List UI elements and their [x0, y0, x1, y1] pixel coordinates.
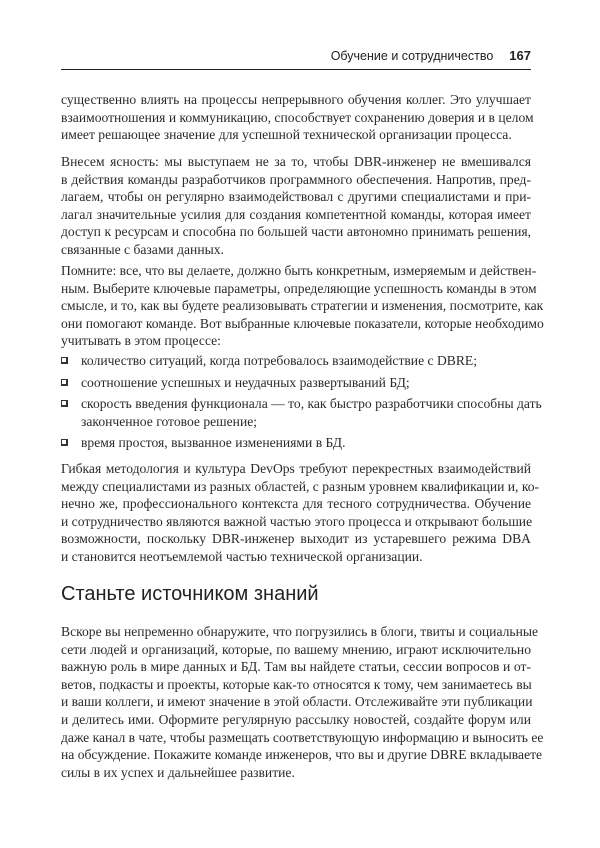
text-line: учитывать в этом процессе: [61, 333, 221, 349]
text-line: важную роль в мире данных и БД. Там вы найдете статьи, сессии вопросов и от- [61, 659, 531, 675]
section-heading: Станьте источником знаний [61, 583, 319, 605]
text-line: имеет решающее значение для успешной технической организации процесса. [61, 127, 512, 143]
list-item-text: скорость введения функционала — то, как быстро разработчики способны дать [81, 396, 542, 411]
paragraph-5 [61, 623, 544, 781]
text-line: ветов, подкасты и проекты, которые как-то относятся к тому, чем занимаетесь вы [61, 676, 532, 692]
header-rule [61, 69, 531, 70]
text-line: существенно влиять на процессы непрерывного обучения коллег. Это улучшает [61, 92, 531, 107]
page-number: 167 [509, 48, 531, 63]
text-line: Помните: все, что вы делаете, должно быть конкретным, измеряемым и действен- [61, 263, 537, 278]
list-item [61, 434, 531, 452]
running-title: Обучение и сотрудничество [330, 49, 494, 63]
text-line: смысле, и то, как вы будете реализовывать стратегии и изменения, посмотрите, как [61, 298, 544, 314]
paragraph-3 [61, 262, 544, 350]
list-item-text: время простоя, вызванное изменениями в БД. [81, 435, 346, 450]
list-item-text: количество ситуаций, когда потребовалось взаимодействие с DBRE; [81, 353, 477, 368]
list-item-text: законченное готовое решение; [81, 413, 258, 429]
running-header [61, 48, 531, 68]
text-line: даже канал в чате, чтобы размещать соответствующую информацию и выносить ее [61, 729, 544, 745]
text-line: и становится неотъемлемой частью технической организации. [61, 548, 423, 564]
checkbox-bullet-icon [61, 357, 68, 364]
text-line: на обсуждение. Покажите команде инженеров, что вы и другие DBRE вкладываете [61, 747, 543, 763]
text-line: в действия команды разработчиков программного обеспечения. Напротив, пред- [61, 171, 531, 187]
text-line: Вскоре вы непременно обнаружите, что погрузились в блоги, твиты и социальные [61, 624, 539, 639]
paragraph-2 [61, 153, 531, 259]
text-line: сети людей и организаций, которые, по вашему мнению, играют исключительно [61, 641, 531, 657]
text-line: возможности, поскольку DBR-инженер выходит из устаревшего режима DBA [61, 531, 531, 547]
text-line: Внесем ясность: мы выступаем не за то, чтобы DBR-инженер не вмешивался [61, 154, 531, 169]
text-line: нечно же, профессионального контекста для тесного сотрудничества. Обучение [61, 496, 531, 512]
paragraph-1 [61, 91, 534, 144]
text-line: и делитесь ими. Оформите регулярную рассылку новостей, создайте форум или [61, 711, 531, 727]
text-line: ным. Выберите ключевые параметры, определяющие успешность команды в этом [61, 280, 537, 296]
text-line: взаимоотношения и коммуникацию, способствует сохранению доверия и в целом [61, 109, 534, 125]
list-item [61, 395, 542, 430]
checkbox-bullet-icon [61, 439, 68, 446]
list-item [61, 352, 531, 370]
text-line: и сотрудничество являются важной частью этого процесса и открывают большие [61, 513, 533, 529]
text-line: между специалистами из разных областей, с разным уровнем квалификации и, ко- [61, 478, 540, 494]
text-line: Гибкая методология и культура DevOps требуют перекрестных взаимодействий [61, 461, 531, 476]
text-line: доступ к ресурсам и способна по большей части автономно принимать решения, [61, 224, 531, 240]
text-line: силы в их успех и дальнейшее развитие. [61, 764, 295, 780]
checkbox-bullet-icon [61, 400, 68, 407]
list-item-text: соотношение успешных и неудачных развертываний БД; [81, 375, 410, 390]
text-line: связанные с базами данных. [61, 241, 224, 257]
text-line: они помогают команде. Вот выбранные ключевые показатели, которые необходимо [61, 315, 544, 331]
text-line: лагаем, чтобы он регулярно взаимодействовал с другими специалистами и при- [61, 189, 531, 205]
list-item [61, 374, 531, 392]
checkbox-bullet-icon [61, 379, 68, 386]
text-line: и ваши коллеги, и имеют значение в этой области. Отслеживайте эти публикации [61, 694, 533, 710]
paragraph-4 [61, 460, 540, 566]
text-line: лагал значительные усилия для создания компетентной команды, которая имеет [61, 206, 531, 222]
